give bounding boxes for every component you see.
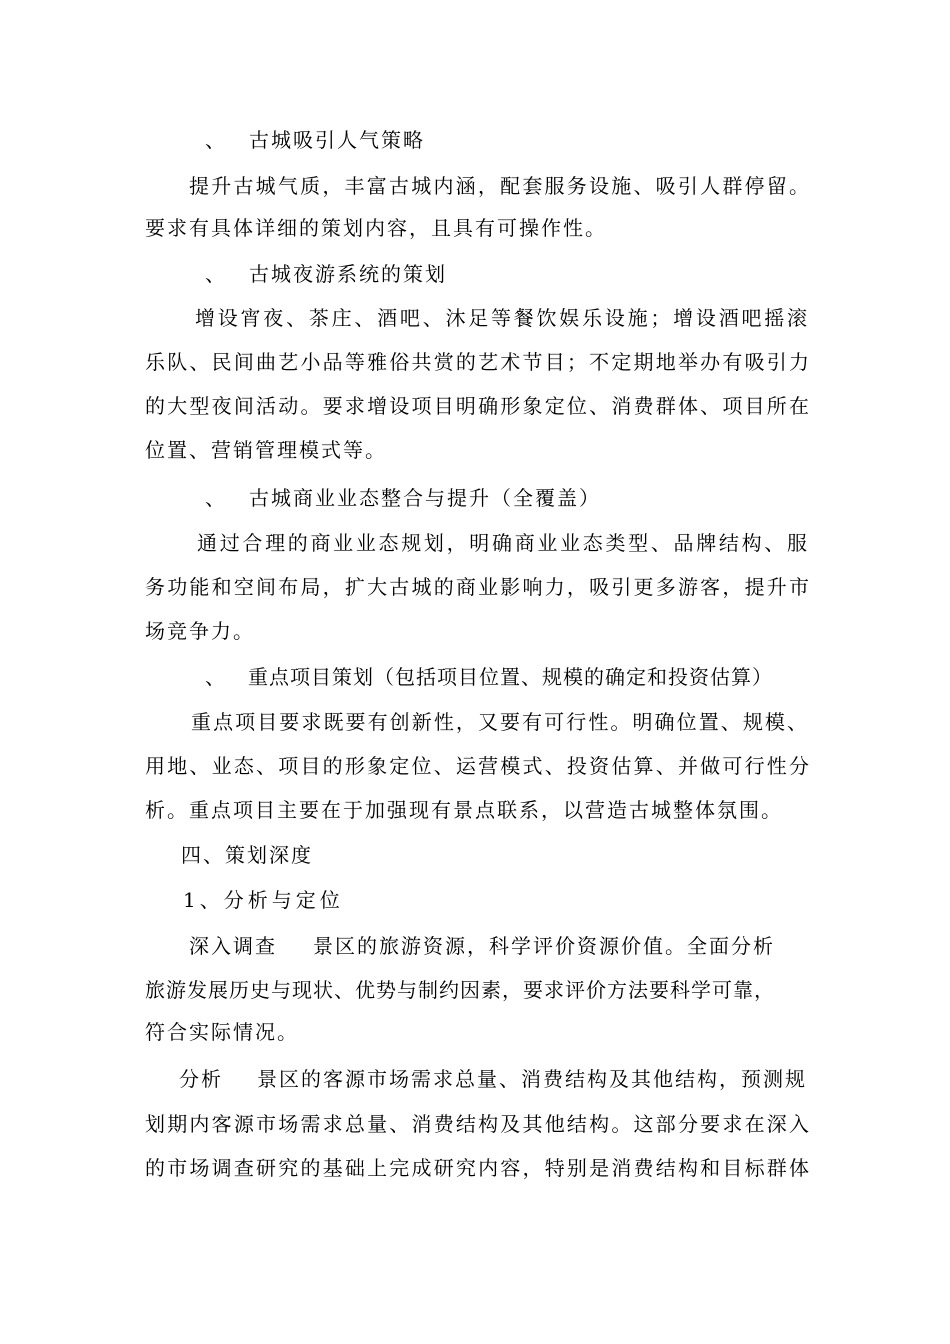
paragraph-line: 的市场调查研究的基础上完成研究内容，特别是消费结构和目标群体 — [145, 1156, 809, 1180]
paragraph-line: 通过合理的商业业态规划，明确商业业态类型、品牌结构、服 — [197, 531, 807, 555]
paragraph-line: 场竞争力。 — [145, 619, 255, 643]
section-heading — [205, 663, 773, 691]
paragraph-line: 乐队、民间曲艺小品等雅俗共赏的艺术节目；不定期地举办有吸引力 — [145, 350, 809, 374]
survey-lead: 深入调查 — [189, 934, 277, 958]
section-heading — [205, 126, 425, 154]
paragraph-line: 的大型夜间活动。要求增设项目明确形象定位、消费群体、项目所在 — [145, 394, 809, 418]
paragraph-line: 用地、业态、项目的形象定位、运营模式、投资估算、并做可行性分 — [145, 754, 809, 778]
analysis-lead: 分析 — [179, 1067, 223, 1091]
paragraph-line: 旅游发展历史与现状、优势与制约因素，要求评价方法要科学可靠， — [145, 978, 775, 1002]
survey-text: 景区的旅游资源，科学评价资源价值。全面分析 — [313, 934, 775, 958]
heading-title: 重点项目策划（包括项目位置、规模的确定和投资估算） — [248, 665, 773, 689]
section-heading — [205, 260, 447, 288]
subsection-title: 1、分析与定位 — [183, 888, 344, 912]
paragraph-line: 务功能和空间布局，扩大古城的商业影响力，吸引更多游客，提升市 — [145, 575, 809, 599]
paragraph-line: 重点项目要求既要有创新性，又要有可行性。明确位置、规模、 — [191, 710, 807, 734]
analysis-text: 景区的客源市场需求总量、消费结构及其他结构，预测规 — [257, 1067, 807, 1091]
heading-mark: 、 — [205, 262, 227, 286]
paragraph-line: 位置、营销管理模式等。 — [145, 438, 387, 462]
paragraph-line: 划期内客源市场需求总量、消费结构及其他结构。这部分要求在深入 — [145, 1112, 809, 1136]
paragraph-line: 提升古城气质，丰富古城内涵，配套服务设施、吸引人群停留。 — [189, 174, 809, 198]
chapter-title: 四、策划深度 — [181, 843, 313, 867]
heading-title: 古城夜游系统的策划 — [249, 262, 447, 286]
heading-mark: 、 — [205, 665, 226, 689]
heading-title: 古城商业业态整合与提升（全覆盖） — [249, 486, 601, 510]
paragraph-line: 析。重点项目主要在于加强现有景点联系，以营造古城整体氛围。 — [145, 798, 783, 822]
paragraph-line: 符合实际情况。 — [145, 1020, 299, 1044]
paragraph-line: 增设宵夜、茶庄、酒吧、沐足等餐饮娱乐设施；增设酒吧摇滚 — [195, 306, 807, 330]
heading-title: 古城吸引人气策略 — [249, 128, 425, 152]
heading-mark: 、 — [205, 486, 227, 510]
section-heading — [205, 484, 601, 512]
paragraph-line: 要求有具体详细的策划内容，且具有可操作性。 — [145, 216, 607, 240]
heading-mark: 、 — [205, 128, 227, 152]
analysis-line — [179, 1065, 807, 1093]
survey-line — [189, 932, 775, 960]
